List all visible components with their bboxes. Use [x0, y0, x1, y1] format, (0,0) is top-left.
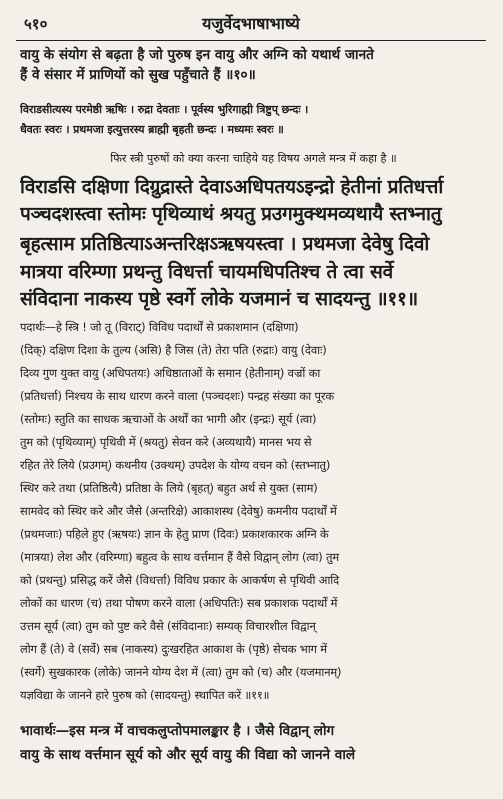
- bhavartha-line: वायु के साथ वर्त्तमान सूर्य को और सूर्य वायु की विद्या को जानने वाले: [20, 747, 356, 763]
- mantra-line: संविदाना नाकस्य पृष्ठे स्वर्गे लोके यजमानं च सादयन्तु ॥११॥: [20, 288, 418, 310]
- padartha-line: (प्रथमजाः) पहिले हुए (ऋषयः) ज्ञान के हेतु प्राण (दिवः) प्रकाशकारक अग्नि के: [20, 527, 329, 541]
- padartha-line: (प्रतिधर्त्ता) निश्चय के साथ धारण करने वाला (पञ्चदशः) पन्द्रह संख्या का पूरक: [20, 389, 334, 403]
- padartha-line: (स्वर्गे) सुखकारक (लोके) जानने योग्य देश में (त्वा) तुम को (च) और (यजमानम्): [20, 665, 342, 679]
- rishi-devata-line: विराडसीत्यस्य परमेष्ठी ऋषिः । रुद्रा देवताः । पूर्वस्य भुरिगाह्मी त्रिष्टुप् छन्दः ।: [20, 103, 309, 116]
- running-title: यजुर्वेदभाषाभाष्ये: [202, 14, 300, 33]
- mantra-line: पञ्चदशस्त्वा स्तोमः पृथिव्याथं श्रयतु प्रउगमुक्थमव्यथायै स्तभ्नातु: [20, 203, 442, 225]
- padartha-line: पदार्थः—हे स्त्रि ! जो तू (विराट्) विविध पदार्थों से प्रकाशमान (दक्षिणा): [20, 320, 299, 334]
- padartha-line: लोकों का धारण (च) तथा पोषण करने वाला (अधिपतिः) सब प्रकाशक पदार्थों में: [20, 596, 338, 610]
- padartha-line: दिव्य गुण युक्त वायु (अधिपतयः) अधिष्ठाताओं के समान (हेतीनाम्) वज्रों का: [20, 366, 321, 380]
- padartha-line: लोग हैं (ते) वे (सर्वे) सब (नाकस्य) दुःखरहित आकाश के (पृष्ठे) सेचक भाग में: [20, 642, 327, 656]
- padartha-line: स्थिर करे तथा (प्रतिष्ठित्यै) प्रतिष्ठा के लिये (बृहत्) बहुत अर्थ से युक्त (साम): [20, 481, 318, 495]
- padartha-line: (दिक्) दक्षिण दिशा के तुल्य (असि) है जिस (ते) तेरा पति (रुद्राः) वायु (देवाः): [20, 343, 327, 357]
- page-number: ५१०: [24, 15, 48, 33]
- header-rule: [16, 40, 486, 41]
- padartha-line: सामवेद को स्थिर करे और जैसे (अन्तरिक्षे) आकाशस्थ (देवेषु) कमनीय पदार्थों में: [20, 504, 337, 518]
- prev-bhavartha-line: हैं वे संसार में प्राणियों को सुख पहुँचाते हैं ॥१०॥: [20, 67, 256, 83]
- mantra-line: विराडसि दक्षिणा दिग्रुद्रास्ते देवाऽअधिपतयऽइन्द्रो हेतीनां प्रतिधर्त्ता: [20, 176, 444, 198]
- padartha-line: उत्तम सूर्य (त्वा) तुम को पुष्ट करे वैसे (संविदानाः) सम्यक् विचारशील विद्वान्: [20, 619, 316, 633]
- padartha-line: रहित तेरे लिये (प्रउगम्) कथनीय (उक्थम्) उपदेश के योग्य वचन को (स्तभ्नातु): [20, 458, 331, 472]
- padartha-line: (मात्रया) लेश और (वरिम्णा) बहुत्व के साथ वर्त्तमान हैं वैसे विद्वान् लोग (त्वा) तुम: [20, 550, 340, 564]
- topic-intro: फिर स्त्री पुरुषों को क्या करना चाहिये यह विषय अगले मन्त्र में कहा है ॥: [110, 152, 397, 165]
- rishi-devata-line: धैवतः स्वरः । प्रथमजा इत्युत्तरस्य ब्राह्मी बृहती छन्दः । मध्यमः स्वरः ॥: [20, 123, 284, 136]
- mantra-line: बृहत्साम प्रतिष्ठित्याऽअन्तरिक्षऽऋषयस्त्वा । प्रथमजा देवेषु दिवो: [20, 233, 430, 255]
- bhavartha-line: भावार्थः—इस मन्त्र में वाचकलुप्तोपमालङ्कार है । जैसे विद्वान् लोग: [20, 723, 335, 739]
- padartha-line: को (प्रथन्तु) प्रसिद्ध करें जैसे (विधर्त्ता) विविध प्रकार के आकर्षण से पृथिवी आदि: [20, 573, 340, 587]
- padartha-line: तुम को (पृथिव्याम्) पृथिवी में (श्रयतु) सेवन करे (अव्यथायै) मानस भय से: [20, 435, 312, 449]
- padartha-line: यज्ञविद्या के जानने हारे पुरुष को (सादयन्तु) स्थापित करें ॥११॥: [20, 688, 270, 702]
- page-header: [16, 10, 486, 38]
- padartha-line: (स्तोमः) स्तुति का साधक ऋचाओं के अर्थों का भागी और (इन्द्रः) सूर्य (त्वा): [20, 412, 317, 426]
- prev-bhavartha-line: वायु के संयोग से बढ़ता है जो पुरुष इन वायु और अग्नि को यथार्थ जानते: [20, 47, 374, 63]
- mantra-line: मात्रया वरिम्णा प्रथन्तु विधर्त्ता चायमधिपतिश्च ते त्वा सर्वे: [20, 261, 394, 283]
